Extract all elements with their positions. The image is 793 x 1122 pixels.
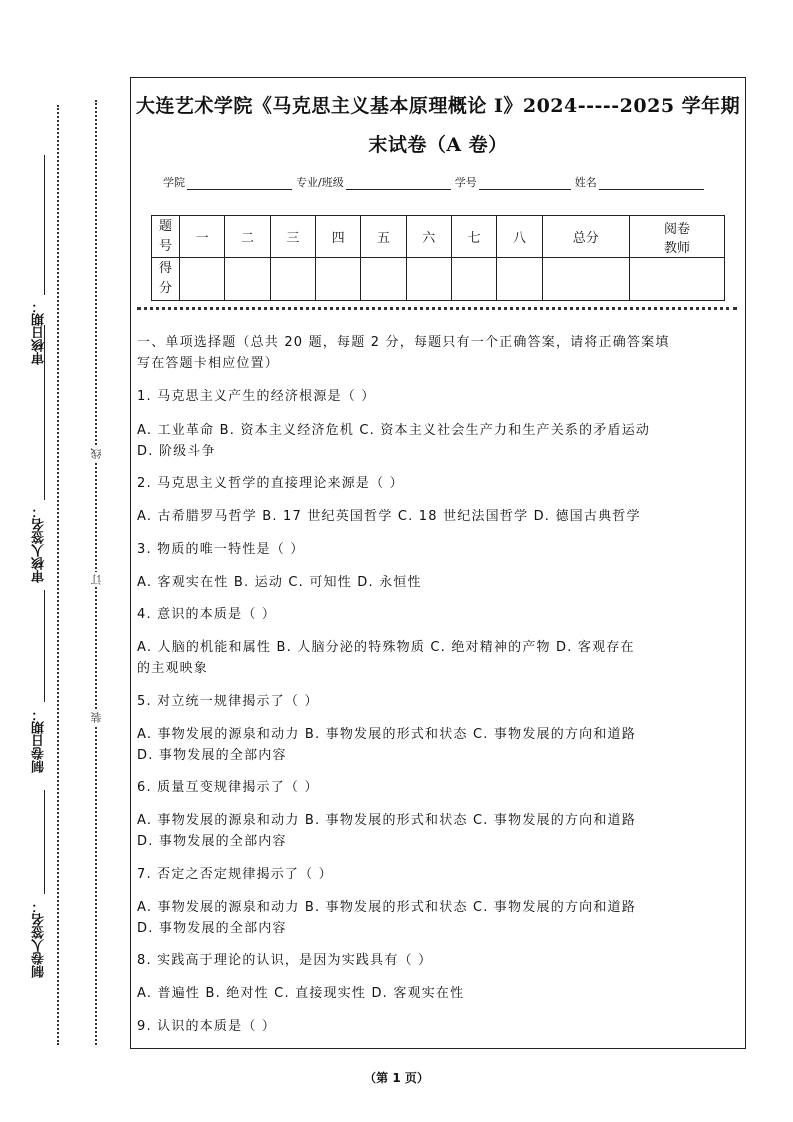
question-4-options: A. 人脑的机能和属性 B. 人脑分泌的特殊物质 C. 绝对精神的产物 D. 客观存在 [137,640,635,655]
question-9: 9. 认识的本质是（ ） [137,1019,277,1034]
question-6: 6. 质量互变规律揭示了（ ） [137,780,319,795]
reviewer-sign-label: 审核人签名： [32,505,47,583]
maker-date-line [44,590,45,702]
question-7: 7. 否定之否定规律揭示了（ ） [137,867,333,882]
reviewer-date-line [44,155,45,295]
col-header: 一 [180,216,225,258]
question-1-options: A. 工业革命 B. 资本主义经济危机 C. 资本主义社会生产力和生产关系的矛盾运动 [137,423,651,438]
col-header: 八 [497,216,542,258]
question-7-options: A. 事物发展的源泉和动力 B. 事物发展的形式和状态 C. 事物发展的方向和道路 [137,900,636,915]
reviewer-date-label: 审核日期： [32,300,47,365]
col-header: 七 [451,216,496,258]
score-cell[interactable] [406,258,451,301]
reviewer-sign-line [44,325,45,500]
bind-char-line: 线 [90,448,103,459]
question-8: 8. 实践高于理论的认识，是因为实践具有（ ） [137,953,433,968]
question-1-options-cont: D. 阶级斗争 [137,444,216,459]
question-6-options-cont: D. 事物发展的全部内容 [137,834,287,849]
question-4: 4. 意识的本质是（ ） [137,607,277,622]
exam-title-line2: 末试卷（A 卷） [368,134,508,156]
exam-title-line1: 大连艺术学院《马克思主义基本原理概论 I》2024-----2025 学年期 [135,95,741,117]
question-3: 3. 物质的唯一特性是（ ） [137,542,305,557]
major-class-label: 专业/班级 [296,176,344,189]
student-info-row [163,174,708,190]
col-header: 二 [225,216,270,258]
section-heading: 一、单项选择题（总共 20 题，每题 2 分，每题只有一个正确答案，请将正确答案填 [137,335,670,350]
col-header: 四 [315,216,360,258]
col-header: 三 [270,216,315,258]
score-table [151,215,725,301]
score-cell[interactable] [497,258,542,301]
page-number: （第 1 页） [364,1071,429,1085]
bind-char-order: 订 [90,574,103,585]
maker-sign-line [44,790,45,894]
major-class-field[interactable] [346,178,451,190]
question-7-options-cont: D. 事物发展的全部内容 [137,921,287,936]
college-label: 学院 [163,176,185,189]
maker-sign-label: 制卷人签名： [32,900,47,978]
outer-dotted-line [57,105,59,1045]
question-5-options-cont: D. 事物发展的全部内容 [137,748,287,763]
question-number-header: 题 号 [152,216,180,258]
question-5-options: A. 事物发展的源泉和动力 B. 事物发展的形式和状态 C. 事物发展的方向和道路 [137,727,636,742]
section-heading-cont: 写在答题卡相应位置） [137,356,280,371]
question-4-options-cont: 的主观映象 [137,661,209,676]
col-header: 五 [361,216,406,258]
score-cell[interactable] [180,258,225,301]
grader-cell[interactable] [630,258,725,301]
binding-margin [0,0,130,1122]
question-2: 2. 马克思主义哲学的直接理论来源是（ ） [137,476,404,491]
question-3-options: A. 客观实在性 B. 运动 C. 可知性 D. 永恒性 [137,575,422,590]
score-cell[interactable] [361,258,406,301]
col-header-total: 总分 [542,216,629,258]
col-header: 六 [406,216,451,258]
student-id-label: 学号 [454,176,477,189]
exam-frame [130,77,746,1049]
score-cell[interactable] [451,258,496,301]
question-8-options: A. 普遍性 B. 绝对性 C. 直接现实性 D. 客观实在性 [137,986,465,1001]
bind-char-fold: 装 [90,712,103,723]
question-1: 1. 马克思主义产生的经济根源是（ ） [137,389,376,404]
score-cell-total[interactable] [542,258,629,301]
name-field[interactable] [599,178,704,190]
grader-header: 阅卷 教师 [630,216,725,258]
section-separator [137,307,737,310]
question-2-options: A. 古希腊罗马哲学 B. 17 世纪英国哲学 C. 18 世纪法国哲学 D. 德国古典哲学 [137,509,641,524]
student-id-field[interactable] [479,178,571,190]
score-cell[interactable] [270,258,315,301]
question-6-options: A. 事物发展的源泉和动力 B. 事物发展的形式和状态 C. 事物发展的方向和道路 [137,813,636,828]
score-row-label: 得 分 [152,258,180,301]
maker-date-label: 制卷日期： [32,708,47,773]
score-cell[interactable] [225,258,270,301]
score-table-header-row [152,216,725,258]
question-5: 5. 对立统一规律揭示了（ ） [137,694,319,709]
name-label: 姓名 [574,176,597,189]
score-cell[interactable] [315,258,360,301]
college-field[interactable] [187,178,292,190]
score-table-score-row [152,258,725,301]
